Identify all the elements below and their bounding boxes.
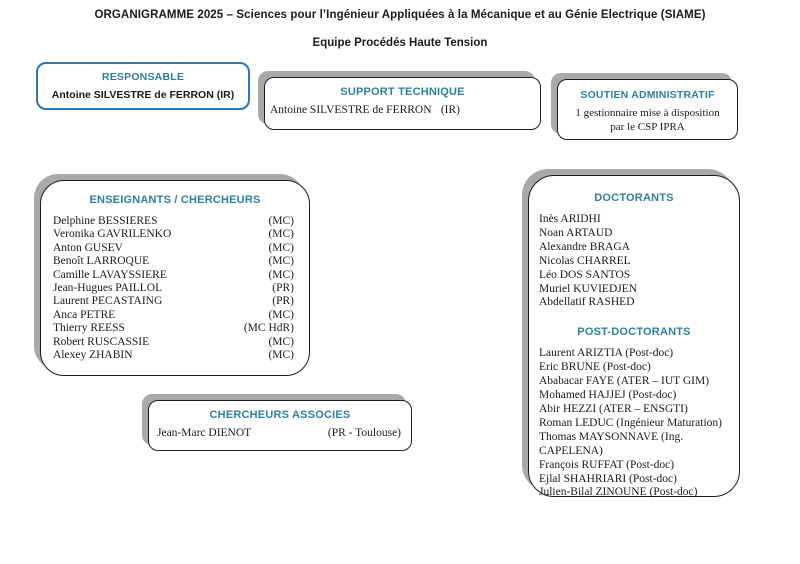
enseignant-row	[53, 215, 294, 228]
support-technique-name: Antoine SILVESTRE de FERRON	[270, 104, 432, 116]
post-doctorant-row: François RUFFAT (Post-doc)	[539, 458, 675, 471]
enseignant-status: (MC)	[268, 268, 294, 281]
enseignant-row	[53, 282, 294, 295]
support-technique-header: SUPPORT TECHNIQUE	[340, 86, 465, 98]
enseignant-name: Anton GUSEV	[53, 241, 123, 254]
enseignant-name: Thierry REESS	[53, 322, 125, 335]
post-doctorants-header: POST-DOCTORANTS	[577, 326, 691, 339]
page-subtitle: Equipe Procédés Haute Tension	[312, 37, 488, 49]
post-doctorant-row: Eric BRUNE (Post-doc)	[539, 361, 651, 374]
soutien-administratif-header: SOUTIEN ADMINISTRATIF	[580, 89, 715, 101]
soutien-administratif-line1: 1 gestionnaire mise à disposition	[575, 107, 720, 119]
responsable-name: Antoine SILVESTRE de FERRON (IR)	[51, 89, 235, 101]
post-doctorant-row: Ababacar FAYE (ATER – IUT GIM)	[539, 375, 710, 388]
doctorant-row: Noan ARTAUD	[539, 226, 613, 239]
enseignant-status: (MC)	[268, 255, 294, 268]
chercheur-associe-name: Jean-Marc DIENOT	[157, 427, 252, 439]
enseignant-name: Laurent PECASTAING	[53, 295, 163, 308]
enseignant-status: (PR)	[272, 295, 294, 308]
doctorant-row: Abdellatif RASHED	[539, 296, 635, 309]
enseignant-row	[53, 269, 294, 282]
doctorant-row: Inès ARIDHI	[539, 213, 601, 225]
enseignant-name: Veronika GAVRILENKO	[53, 228, 172, 241]
enseignant-row	[53, 336, 294, 349]
enseignant-name: Jean-Hugues PAILLOL	[53, 282, 163, 295]
doctorant-row: Léo DOS SANTOS	[539, 268, 631, 281]
enseignant-row	[53, 255, 294, 268]
enseignant-name: Delphine BESSIERES	[53, 215, 158, 227]
chercheurs-associes-box	[148, 400, 412, 451]
enseignant-row	[53, 349, 294, 362]
enseignant-status: (MC)	[268, 308, 294, 321]
soutien-administratif-box	[557, 79, 738, 140]
enseignant-name: Anca PETRE	[53, 308, 116, 321]
doctorant-row: Nicolas CHARREL	[539, 254, 631, 267]
post-doctorant-row: Laurent ARIZTIA (Post-doc)	[539, 347, 674, 360]
support-technique-status: (IR)	[440, 104, 460, 116]
responsable-box	[36, 62, 250, 110]
enseignant-name: Alexey ZHABIN	[53, 349, 133, 362]
chercheur-associe-status: (PR - Toulouse)	[327, 427, 401, 439]
enseignant-status: (PR)	[272, 282, 294, 295]
enseignant-row	[53, 242, 294, 255]
enseignant-name: Camille LAVAYSSIERE	[53, 268, 167, 281]
post-doctorant-row: Abir HEZZI (ATER – ENSGTI)	[539, 402, 688, 415]
enseignant-status: (MC HdR)	[243, 322, 294, 335]
post-doctorant-row: Julien-Bilal ZINOUNE (Post-doc)	[539, 486, 698, 499]
responsable-header: RESPONSABLE	[101, 71, 185, 83]
post-doctorants-list	[529, 347, 739, 500]
post-doctorant-row: Roman LEDUC (Ingénieur Maturation)	[539, 416, 722, 429]
enseignant-status: (MC)	[268, 349, 294, 362]
doctorants-box	[528, 175, 740, 497]
doctorants-list	[529, 213, 739, 310]
post-doctorant-row: Ejlal SHAHRIARI (Post-doc)	[539, 472, 677, 485]
enseignant-name: Robert RUSCASSIE	[53, 335, 150, 348]
soutien-administratif-line2: par le CSP IPRA	[610, 121, 685, 133]
enseignant-status: (MC)	[268, 241, 294, 254]
enseignant-row	[53, 322, 294, 335]
support-technique-box	[264, 77, 541, 130]
enseignant-status: (MC)	[268, 215, 294, 227]
enseignant-row	[53, 309, 294, 322]
enseignants-list	[41, 215, 309, 362]
enseignant-status: (MC)	[268, 228, 294, 241]
doctorants-header: DOCTORANTS	[594, 192, 674, 204]
chercheurs-associes-header: CHERCHEURS ASSOCIES	[209, 409, 351, 421]
doctorant-row: Muriel KUVIEDJEN	[539, 282, 638, 295]
page-title: ORGANIGRAMME 2025 – Sciences pour l’Ingénieur Appliquées à la Mécanique et au Génie Electrique (SIAME)	[94, 9, 706, 21]
enseignants-chercheurs-box	[40, 180, 310, 376]
post-doctorant-row: Mohamed HAJJEJ (Post-doc)	[539, 389, 677, 402]
enseignant-name: Benoît LARROQUE	[53, 255, 150, 268]
enseignants-chercheurs-header: ENSEIGNANTS / CHERCHEURS	[89, 194, 261, 206]
enseignant-status: (MC)	[268, 335, 294, 348]
post-doctorant-row: Thomas MAYSONNAVE (Ing. CAPELENA)	[539, 430, 684, 457]
enseignant-row	[53, 295, 294, 308]
doctorant-row: Alexandre BRAGA	[539, 240, 631, 253]
enseignant-row	[53, 228, 294, 241]
